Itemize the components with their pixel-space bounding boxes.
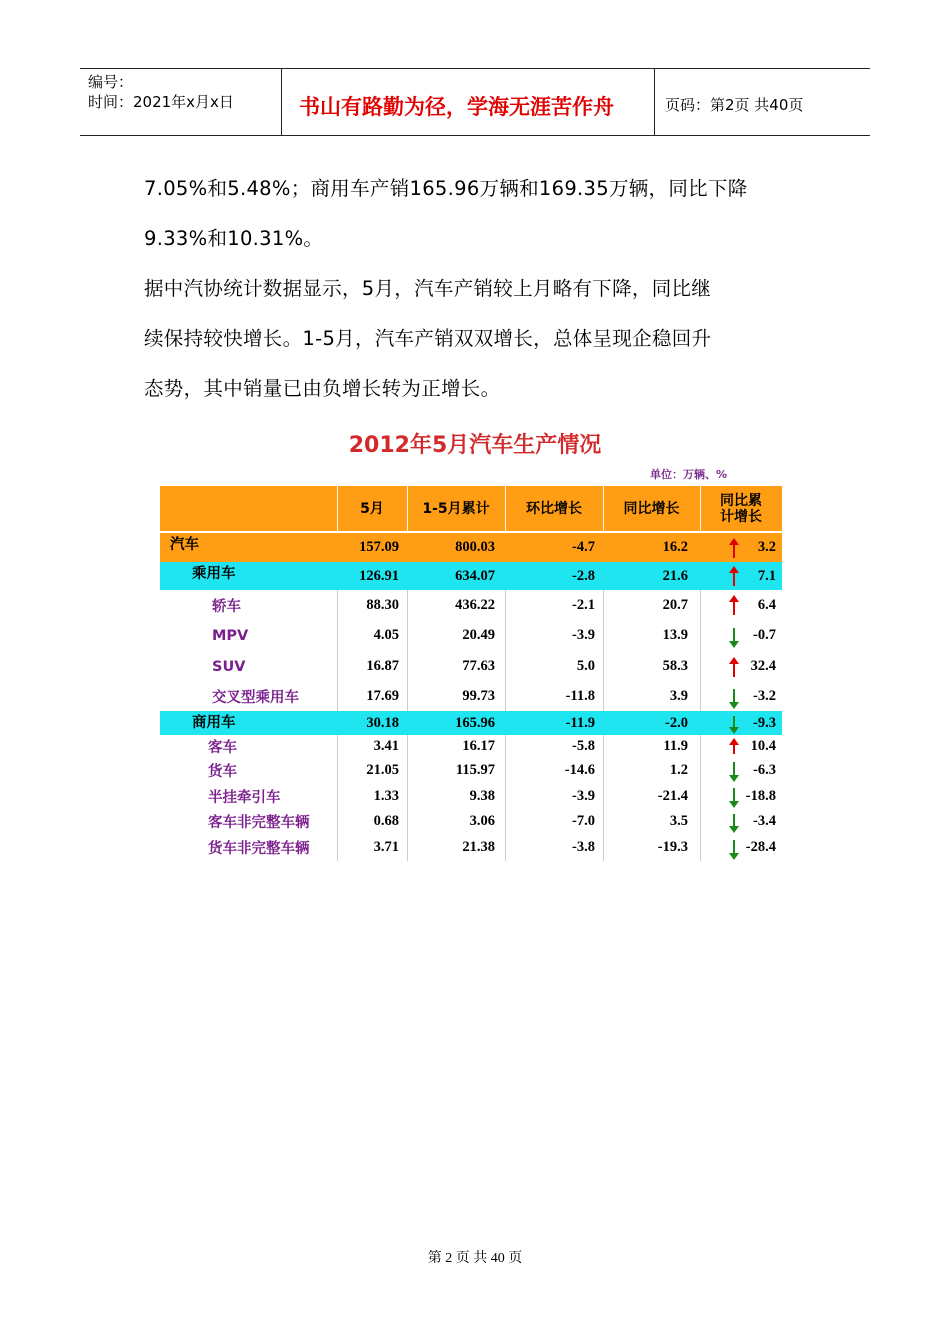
cell-mom: -14.6 xyxy=(564,761,595,778)
body-line-2: 9.33%和10.31%。 xyxy=(144,227,324,250)
cell-ytd-yoy: 32.4 xyxy=(750,658,776,674)
cell-mom: -3.9 xyxy=(572,787,595,804)
header-cell-may: 5月 xyxy=(360,500,384,517)
arrow-down-icon xyxy=(733,762,735,780)
arrow-down-icon xyxy=(733,716,735,732)
cell-ytd: 3.06 xyxy=(469,813,495,829)
arrow-up-icon xyxy=(733,568,735,586)
cell-ytd: 21.38 xyxy=(462,839,495,855)
row-name: 半挂牵引车 xyxy=(208,789,281,806)
table-title: 2012年5月汽车生产情况 xyxy=(348,433,602,458)
table-row xyxy=(160,834,782,861)
arrow-down-icon xyxy=(733,840,735,858)
arrow-down-icon xyxy=(733,814,735,831)
cell-yoy: 1.2 xyxy=(669,761,688,778)
cell-may: 1.33 xyxy=(373,787,399,804)
cell-ytd: 115.97 xyxy=(455,761,495,778)
header-cell-ytd: 1-5月累计 xyxy=(422,500,490,517)
arrow-up-icon xyxy=(733,540,735,558)
cell-mom: -4.7 xyxy=(572,539,595,555)
cell-yoy: 13.9 xyxy=(662,627,688,643)
cell-mom: -3.9 xyxy=(572,627,595,643)
cell-ytd: 9.38 xyxy=(469,787,495,804)
cell-yoy: -2.0 xyxy=(665,714,688,731)
row-name: 货车非完整车辆 xyxy=(208,841,310,857)
table-row xyxy=(160,562,782,590)
cell-ytd-yoy: -3.2 xyxy=(753,688,776,704)
cell-ytd-yoy: -18.8 xyxy=(745,787,776,804)
row-name: 汽车 xyxy=(170,537,199,553)
arrow-up-icon xyxy=(733,740,735,754)
cell-mom: -2.1 xyxy=(572,596,595,613)
cell-yoy: 3.9 xyxy=(669,688,688,704)
table-row xyxy=(160,735,782,757)
cell-ytd-yoy: -28.4 xyxy=(745,839,776,855)
cell-mom: -11.9 xyxy=(565,714,595,731)
row-name: 乘用车 xyxy=(192,566,236,582)
cell-ytd-yoy: -3.4 xyxy=(753,813,776,829)
cell-ytd-yoy: -9.3 xyxy=(753,714,776,731)
body-line-1: 7.05%和5.48%；商用车产销165.96万辆和169.35万辆，同比下降 xyxy=(144,177,748,200)
table-row xyxy=(160,533,782,562)
cell-mom: -2.8 xyxy=(572,567,595,584)
body-line-5: 态势，其中销量已由负增长转为正增长。 xyxy=(144,377,501,400)
row-name: 轿车 xyxy=(212,598,241,615)
time-label: 时间：2021年x月x日 xyxy=(88,93,234,111)
cell-may: 126.91 xyxy=(359,567,399,584)
cell-may: 4.05 xyxy=(373,627,399,643)
cell-ytd: 16.17 xyxy=(462,737,495,754)
cell-yoy: 20.7 xyxy=(662,596,688,613)
cell-may: 30.18 xyxy=(366,714,399,731)
arrow-down-icon xyxy=(733,689,735,707)
row-name: 商用车 xyxy=(192,715,236,731)
table-row xyxy=(160,809,782,834)
cell-may: 17.69 xyxy=(366,688,399,704)
cell-ytd: 634.07 xyxy=(455,567,495,584)
code-label: 编号： xyxy=(88,73,134,91)
body-line-3: 据中汽协统计数据显示，5月，汽车产销较上月略有下降，同比继 xyxy=(144,277,712,300)
cell-ytd-yoy: 7.1 xyxy=(757,567,776,584)
row-name: 货车 xyxy=(208,763,237,780)
table-row xyxy=(160,651,782,682)
cell-mom: -5.8 xyxy=(572,737,595,754)
document-header xyxy=(80,68,870,136)
row-name: SUV xyxy=(212,658,246,675)
row-name: 客车非完整车辆 xyxy=(208,815,310,831)
cell-ytd: 165.96 xyxy=(455,714,495,731)
cell-mom: 5.0 xyxy=(576,658,595,674)
cell-may: 21.05 xyxy=(366,761,399,778)
header-motto: 书山有路勤为径，学海无涯苦作舟 xyxy=(299,95,614,119)
cell-ytd-yoy: 10.4 xyxy=(750,737,776,754)
cell-yoy: 11.9 xyxy=(663,737,688,754)
cell-ytd-yoy: 6.4 xyxy=(757,596,776,613)
row-name: MPV xyxy=(212,627,249,644)
cell-yoy: -19.3 xyxy=(657,839,688,855)
arrow-down-icon xyxy=(733,788,735,806)
header-cell-mom: 环比增长 xyxy=(526,500,582,517)
page-footer: 第 2 页 共 40 页 xyxy=(427,1251,523,1266)
row-name: 交叉型乘用车 xyxy=(212,690,299,706)
cell-ytd: 99.73 xyxy=(462,688,495,704)
cell-ytd: 436.22 xyxy=(455,596,495,613)
cell-may: 157.09 xyxy=(359,539,399,555)
page-info: 页码：第2页 共40页 xyxy=(665,96,804,114)
table-row xyxy=(160,711,782,735)
cell-ytd-yoy: 3.2 xyxy=(757,539,776,555)
header-cell-yoy: 同比增长 xyxy=(623,500,680,517)
cell-ytd: 77.63 xyxy=(462,658,495,674)
arrow-up-icon xyxy=(733,597,735,615)
table-unit: 单位：万辆、% xyxy=(650,468,728,481)
header-left-cell xyxy=(80,69,282,135)
cell-yoy: 16.2 xyxy=(662,539,688,555)
cell-yoy: 3.5 xyxy=(669,813,688,829)
body-line-4: 续保持较快增长。1-5月，汽车产销双双增长，总体呈现企稳回升 xyxy=(144,327,712,350)
cell-may: 3.41 xyxy=(373,737,399,754)
cell-yoy: 21.6 xyxy=(662,567,688,584)
cell-may: 88.30 xyxy=(366,596,399,613)
cell-ytd-yoy: -6.3 xyxy=(753,761,776,778)
arrow-up-icon xyxy=(733,659,735,677)
arrow-down-icon xyxy=(733,628,735,646)
cell-ytd: 800.03 xyxy=(455,539,495,555)
cell-may: 0.68 xyxy=(373,813,399,829)
cell-mom: -7.0 xyxy=(572,813,595,829)
cell-ytd-yoy: -0.7 xyxy=(753,627,776,643)
cell-ytd: 20.49 xyxy=(462,627,495,643)
header-cell-ytd-yoy: 同比累计增长 xyxy=(720,492,762,525)
table-row xyxy=(160,620,782,651)
header-cell-blank xyxy=(160,486,337,531)
cell-may: 16.87 xyxy=(366,658,399,674)
cell-yoy: 58.3 xyxy=(662,658,688,674)
cell-yoy: -21.4 xyxy=(657,787,688,804)
table-header-row xyxy=(160,486,782,531)
cell-mom: -3.8 xyxy=(572,839,595,855)
table-row xyxy=(160,590,782,620)
table-row xyxy=(160,757,782,783)
table-row xyxy=(160,682,782,711)
row-name: 客车 xyxy=(208,739,237,756)
cell-may: 3.71 xyxy=(373,839,399,855)
cell-mom: -11.8 xyxy=(565,688,595,704)
table-row xyxy=(160,783,782,809)
